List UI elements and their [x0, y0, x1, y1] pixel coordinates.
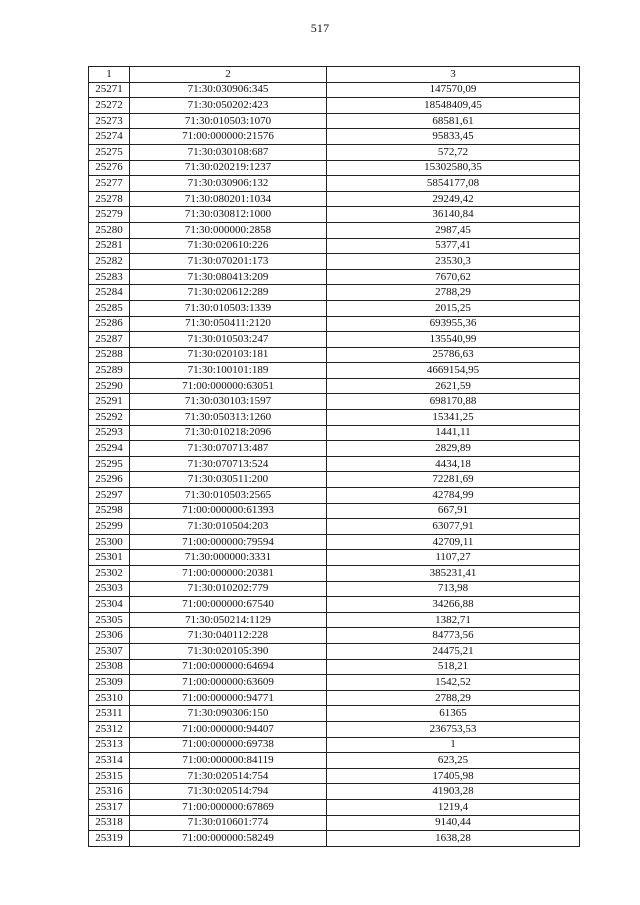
- row-number-cell: 25319: [89, 831, 130, 847]
- cadastral-value-cell: 572,72: [327, 144, 580, 160]
- table-row: [89, 254, 580, 270]
- row-number-cell: 25318: [89, 815, 130, 831]
- cadastral-value-cell: 385231,41: [327, 566, 580, 582]
- table-row: [89, 659, 580, 675]
- cadastral-number-cell: 71:30:040112:228: [130, 628, 327, 644]
- cadastral-number-cell: 71:00:000000:63609: [130, 675, 327, 691]
- table-row: [89, 597, 580, 613]
- table-row: [89, 176, 580, 192]
- cadastral-value-cell: 693955,36: [327, 316, 580, 332]
- cadastral-number-cell: 71:30:080201:1034: [130, 191, 327, 207]
- cadastral-number-cell: 71:30:000000:2858: [130, 222, 327, 238]
- row-number-cell: 25274: [89, 129, 130, 145]
- table-row: [89, 98, 580, 114]
- row-number-cell: 25283: [89, 269, 130, 285]
- table-row: [89, 550, 580, 566]
- cadastral-value-cell: 17405,98: [327, 768, 580, 784]
- row-number-cell: 25295: [89, 456, 130, 472]
- table-row: [89, 519, 580, 535]
- cadastral-number-cell: 71:30:010503:247: [130, 332, 327, 348]
- row-number-cell: 25278: [89, 191, 130, 207]
- table-row: [89, 675, 580, 691]
- table-row: [89, 768, 580, 784]
- cadastral-value-cell: 4669154,95: [327, 363, 580, 379]
- row-number-cell: 25304: [89, 597, 130, 613]
- table-row: [89, 690, 580, 706]
- table-row: [89, 82, 580, 98]
- cadastral-number-cell: 71:30:050313:1260: [130, 410, 327, 426]
- row-number-cell: 25314: [89, 753, 130, 769]
- cadastral-value-cell: 61365: [327, 706, 580, 722]
- table-row: [89, 191, 580, 207]
- table-row: [89, 425, 580, 441]
- cadastral-value-cell: 84773,56: [327, 628, 580, 644]
- cadastral-value-cell: 95833,45: [327, 129, 580, 145]
- table-row: [89, 269, 580, 285]
- cadastral-number-cell: 71:30:020514:794: [130, 784, 327, 800]
- table-row: [89, 285, 580, 301]
- cadastral-number-cell: 71:30:030511:200: [130, 472, 327, 488]
- row-number-cell: 25294: [89, 441, 130, 457]
- cadastral-number-cell: 71:30:050214:1129: [130, 612, 327, 628]
- table-row: [89, 815, 580, 831]
- cadastral-number-cell: 71:30:030906:132: [130, 176, 327, 192]
- row-number-cell: 25298: [89, 503, 130, 519]
- cadastral-number-cell: 71:30:010503:1339: [130, 300, 327, 316]
- row-number-cell: 25316: [89, 784, 130, 800]
- cadastral-number-cell: 71:30:010202:779: [130, 581, 327, 597]
- cadastral-value-cell: 698170,88: [327, 394, 580, 410]
- cadastral-number-cell: 71:30:010504:203: [130, 519, 327, 535]
- row-number-cell: 25305: [89, 612, 130, 628]
- row-number-cell: 25302: [89, 566, 130, 582]
- cadastral-value-cell: 23530,3: [327, 254, 580, 270]
- row-number-cell: 25297: [89, 488, 130, 504]
- cadastral-number-cell: 71:00:000000:61393: [130, 503, 327, 519]
- table-row: [89, 441, 580, 457]
- cadastral-number-cell: 71:30:020514:754: [130, 768, 327, 784]
- row-number-cell: 25312: [89, 721, 130, 737]
- cadastral-value-table: [88, 66, 580, 847]
- cadastral-value-cell: 4434,18: [327, 456, 580, 472]
- cadastral-value-cell: 15302580,35: [327, 160, 580, 176]
- table-row: [89, 628, 580, 644]
- row-number-cell: 25287: [89, 332, 130, 348]
- cadastral-value-cell: 68581,61: [327, 113, 580, 129]
- cadastral-number-cell: 71:00:000000:64694: [130, 659, 327, 675]
- table-row: [89, 831, 580, 847]
- table-row: [89, 144, 580, 160]
- cadastral-value-cell: 25786,63: [327, 347, 580, 363]
- cadastral-number-cell: 71:30:070201:173: [130, 254, 327, 270]
- table-header-row: [89, 67, 580, 83]
- table-row: [89, 799, 580, 815]
- table-row: [89, 581, 580, 597]
- cadastral-value-cell: 2788,29: [327, 690, 580, 706]
- cadastral-value-cell: 15341,25: [327, 410, 580, 426]
- cadastral-number-cell: 71:00:000000:67540: [130, 597, 327, 613]
- cadastral-value-cell: 135540,99: [327, 332, 580, 348]
- row-number-cell: 25273: [89, 113, 130, 129]
- row-number-cell: 25288: [89, 347, 130, 363]
- cadastral-number-cell: 71:30:050202:423: [130, 98, 327, 114]
- cadastral-value-cell: 2015,25: [327, 300, 580, 316]
- table-body: [89, 82, 580, 846]
- cadastral-number-cell: 71:30:020219:1237: [130, 160, 327, 176]
- cadastral-value-cell: 1441,11: [327, 425, 580, 441]
- cadastral-number-cell: 71:00:000000:94771: [130, 690, 327, 706]
- row-number-cell: 25299: [89, 519, 130, 535]
- cadastral-value-cell: 7670,62: [327, 269, 580, 285]
- table-row: [89, 316, 580, 332]
- row-number-cell: 25313: [89, 737, 130, 753]
- table-row: [89, 129, 580, 145]
- cadastral-value-cell: 9140,44: [327, 815, 580, 831]
- cadastral-number-cell: 71:30:000000:3331: [130, 550, 327, 566]
- table-row: [89, 238, 580, 254]
- row-number-cell: 25300: [89, 534, 130, 550]
- row-number-cell: 25289: [89, 363, 130, 379]
- cadastral-number-cell: 71:30:030906:345: [130, 82, 327, 98]
- row-number-cell: 25303: [89, 581, 130, 597]
- row-number-cell: 25284: [89, 285, 130, 301]
- table-row: [89, 503, 580, 519]
- column-header-cadastral-number: 2: [130, 67, 327, 83]
- row-number-cell: 25277: [89, 176, 130, 192]
- cadastral-number-cell: 71:30:020103:181: [130, 347, 327, 363]
- cadastral-value-cell: 29249,42: [327, 191, 580, 207]
- cadastral-value-cell: 2829,89: [327, 441, 580, 457]
- row-number-cell: 25276: [89, 160, 130, 176]
- cadastral-value-cell: 1542,52: [327, 675, 580, 691]
- row-number-cell: 25310: [89, 690, 130, 706]
- cadastral-value-cell: 2987,45: [327, 222, 580, 238]
- cadastral-value-cell: 518,21: [327, 659, 580, 675]
- row-number-cell: 25307: [89, 643, 130, 659]
- row-number-cell: 25271: [89, 82, 130, 98]
- table-row: [89, 472, 580, 488]
- page-number: 517: [310, 21, 330, 35]
- row-number-cell: 25281: [89, 238, 130, 254]
- cadastral-number-cell: 71:30:050411:2120: [130, 316, 327, 332]
- cadastral-value-cell: 1107,27: [327, 550, 580, 566]
- row-number-cell: 25280: [89, 222, 130, 238]
- cadastral-value-cell: 24475,21: [327, 643, 580, 659]
- cadastral-value-cell: 72281,69: [327, 472, 580, 488]
- cadastral-value-cell: 713,98: [327, 581, 580, 597]
- table-row: [89, 347, 580, 363]
- row-number-cell: 25293: [89, 425, 130, 441]
- table-row: [89, 753, 580, 769]
- row-number-cell: 25279: [89, 207, 130, 223]
- row-number-cell: 25286: [89, 316, 130, 332]
- cadastral-number-cell: 71:30:030108:687: [130, 144, 327, 160]
- table-row: [89, 300, 580, 316]
- column-header-value: 3: [327, 67, 580, 83]
- cadastral-value-cell: 1219,4: [327, 799, 580, 815]
- cadastral-number-cell: 71:30:020610:226: [130, 238, 327, 254]
- cadastral-value-cell: 41903,28: [327, 784, 580, 800]
- table-row: [89, 488, 580, 504]
- cadastral-number-cell: 71:00:000000:20381: [130, 566, 327, 582]
- cadastral-value-cell: 34266,88: [327, 597, 580, 613]
- row-number-cell: 25292: [89, 410, 130, 426]
- row-number-cell: 25311: [89, 706, 130, 722]
- cadastral-number-cell: 71:30:070713:524: [130, 456, 327, 472]
- table-row: [89, 456, 580, 472]
- cadastral-number-cell: 71:00:000000:67869: [130, 799, 327, 815]
- table-row: [89, 332, 580, 348]
- row-number-cell: 25308: [89, 659, 130, 675]
- cadastral-number-cell: 71:00:000000:58249: [130, 831, 327, 847]
- table-row: [89, 612, 580, 628]
- cadastral-number-cell: 71:00:000000:94407: [130, 721, 327, 737]
- cadastral-number-cell: 71:30:010601:774: [130, 815, 327, 831]
- cadastral-value-cell: 2788,29: [327, 285, 580, 301]
- cadastral-number-cell: 71:30:020105:390: [130, 643, 327, 659]
- cadastral-value-cell: 147570,09: [327, 82, 580, 98]
- cadastral-value-cell: 63077,91: [327, 519, 580, 535]
- row-number-cell: 25317: [89, 799, 130, 815]
- cadastral-number-cell: 71:30:020612:289: [130, 285, 327, 301]
- cadastral-number-cell: 71:00:000000:63051: [130, 378, 327, 394]
- table-row: [89, 222, 580, 238]
- cadastral-value-cell: 667,91: [327, 503, 580, 519]
- cadastral-number-cell: 71:30:080413:209: [130, 269, 327, 285]
- row-number-cell: 25301: [89, 550, 130, 566]
- cadastral-number-cell: 71:30:070713:487: [130, 441, 327, 457]
- row-number-cell: 25275: [89, 144, 130, 160]
- cadastral-value-cell: 42784,99: [327, 488, 580, 504]
- cadastral-value-cell: 1: [327, 737, 580, 753]
- cadastral-value-cell: 5377,41: [327, 238, 580, 254]
- table-row: [89, 643, 580, 659]
- row-number-cell: 25306: [89, 628, 130, 644]
- table-row: [89, 378, 580, 394]
- cadastral-value-cell: 18548409,45: [327, 98, 580, 114]
- table-row: [89, 394, 580, 410]
- cadastral-number-cell: 71:00:000000:21576: [130, 129, 327, 145]
- cadastral-number-cell: 71:00:000000:69738: [130, 737, 327, 753]
- cadastral-number-cell: 71:30:030103:1597: [130, 394, 327, 410]
- table-row: [89, 363, 580, 379]
- table-row: [89, 534, 580, 550]
- row-number-cell: 25290: [89, 378, 130, 394]
- cadastral-number-cell: 71:30:010503:2565: [130, 488, 327, 504]
- column-header-number: 1: [89, 67, 130, 83]
- row-number-cell: 25285: [89, 300, 130, 316]
- table-row: [89, 784, 580, 800]
- table-row: [89, 721, 580, 737]
- table-row: [89, 113, 580, 129]
- table-row: [89, 207, 580, 223]
- cadastral-value-cell: 42709,11: [327, 534, 580, 550]
- cadastral-value-cell: 1638,28: [327, 831, 580, 847]
- row-number-cell: 25272: [89, 98, 130, 114]
- cadastral-value-cell: 1382,71: [327, 612, 580, 628]
- cadastral-number-cell: 71:30:010503:1070: [130, 113, 327, 129]
- cadastral-value-cell: 623,25: [327, 753, 580, 769]
- table-row: [89, 410, 580, 426]
- cadastral-value-cell: 36140,84: [327, 207, 580, 223]
- table-row: [89, 566, 580, 582]
- cadastral-value-cell: 236753,53: [327, 721, 580, 737]
- cadastral-value-cell: 2621,59: [327, 378, 580, 394]
- row-number-cell: 25296: [89, 472, 130, 488]
- table-row: [89, 737, 580, 753]
- cadastral-number-cell: 71:00:000000:84119: [130, 753, 327, 769]
- cadastral-number-cell: 71:00:000000:79594: [130, 534, 327, 550]
- cadastral-number-cell: 71:30:090306:150: [130, 706, 327, 722]
- row-number-cell: 25282: [89, 254, 130, 270]
- table-row: [89, 706, 580, 722]
- cadastral-number-cell: 71:30:010218:2096: [130, 425, 327, 441]
- table-row: [89, 160, 580, 176]
- row-number-cell: 25309: [89, 675, 130, 691]
- cadastral-value-cell: 5854177,08: [327, 176, 580, 192]
- row-number-cell: 25315: [89, 768, 130, 784]
- row-number-cell: 25291: [89, 394, 130, 410]
- cadastral-number-cell: 71:30:100101:189: [130, 363, 327, 379]
- cadastral-number-cell: 71:30:030812:1000: [130, 207, 327, 223]
